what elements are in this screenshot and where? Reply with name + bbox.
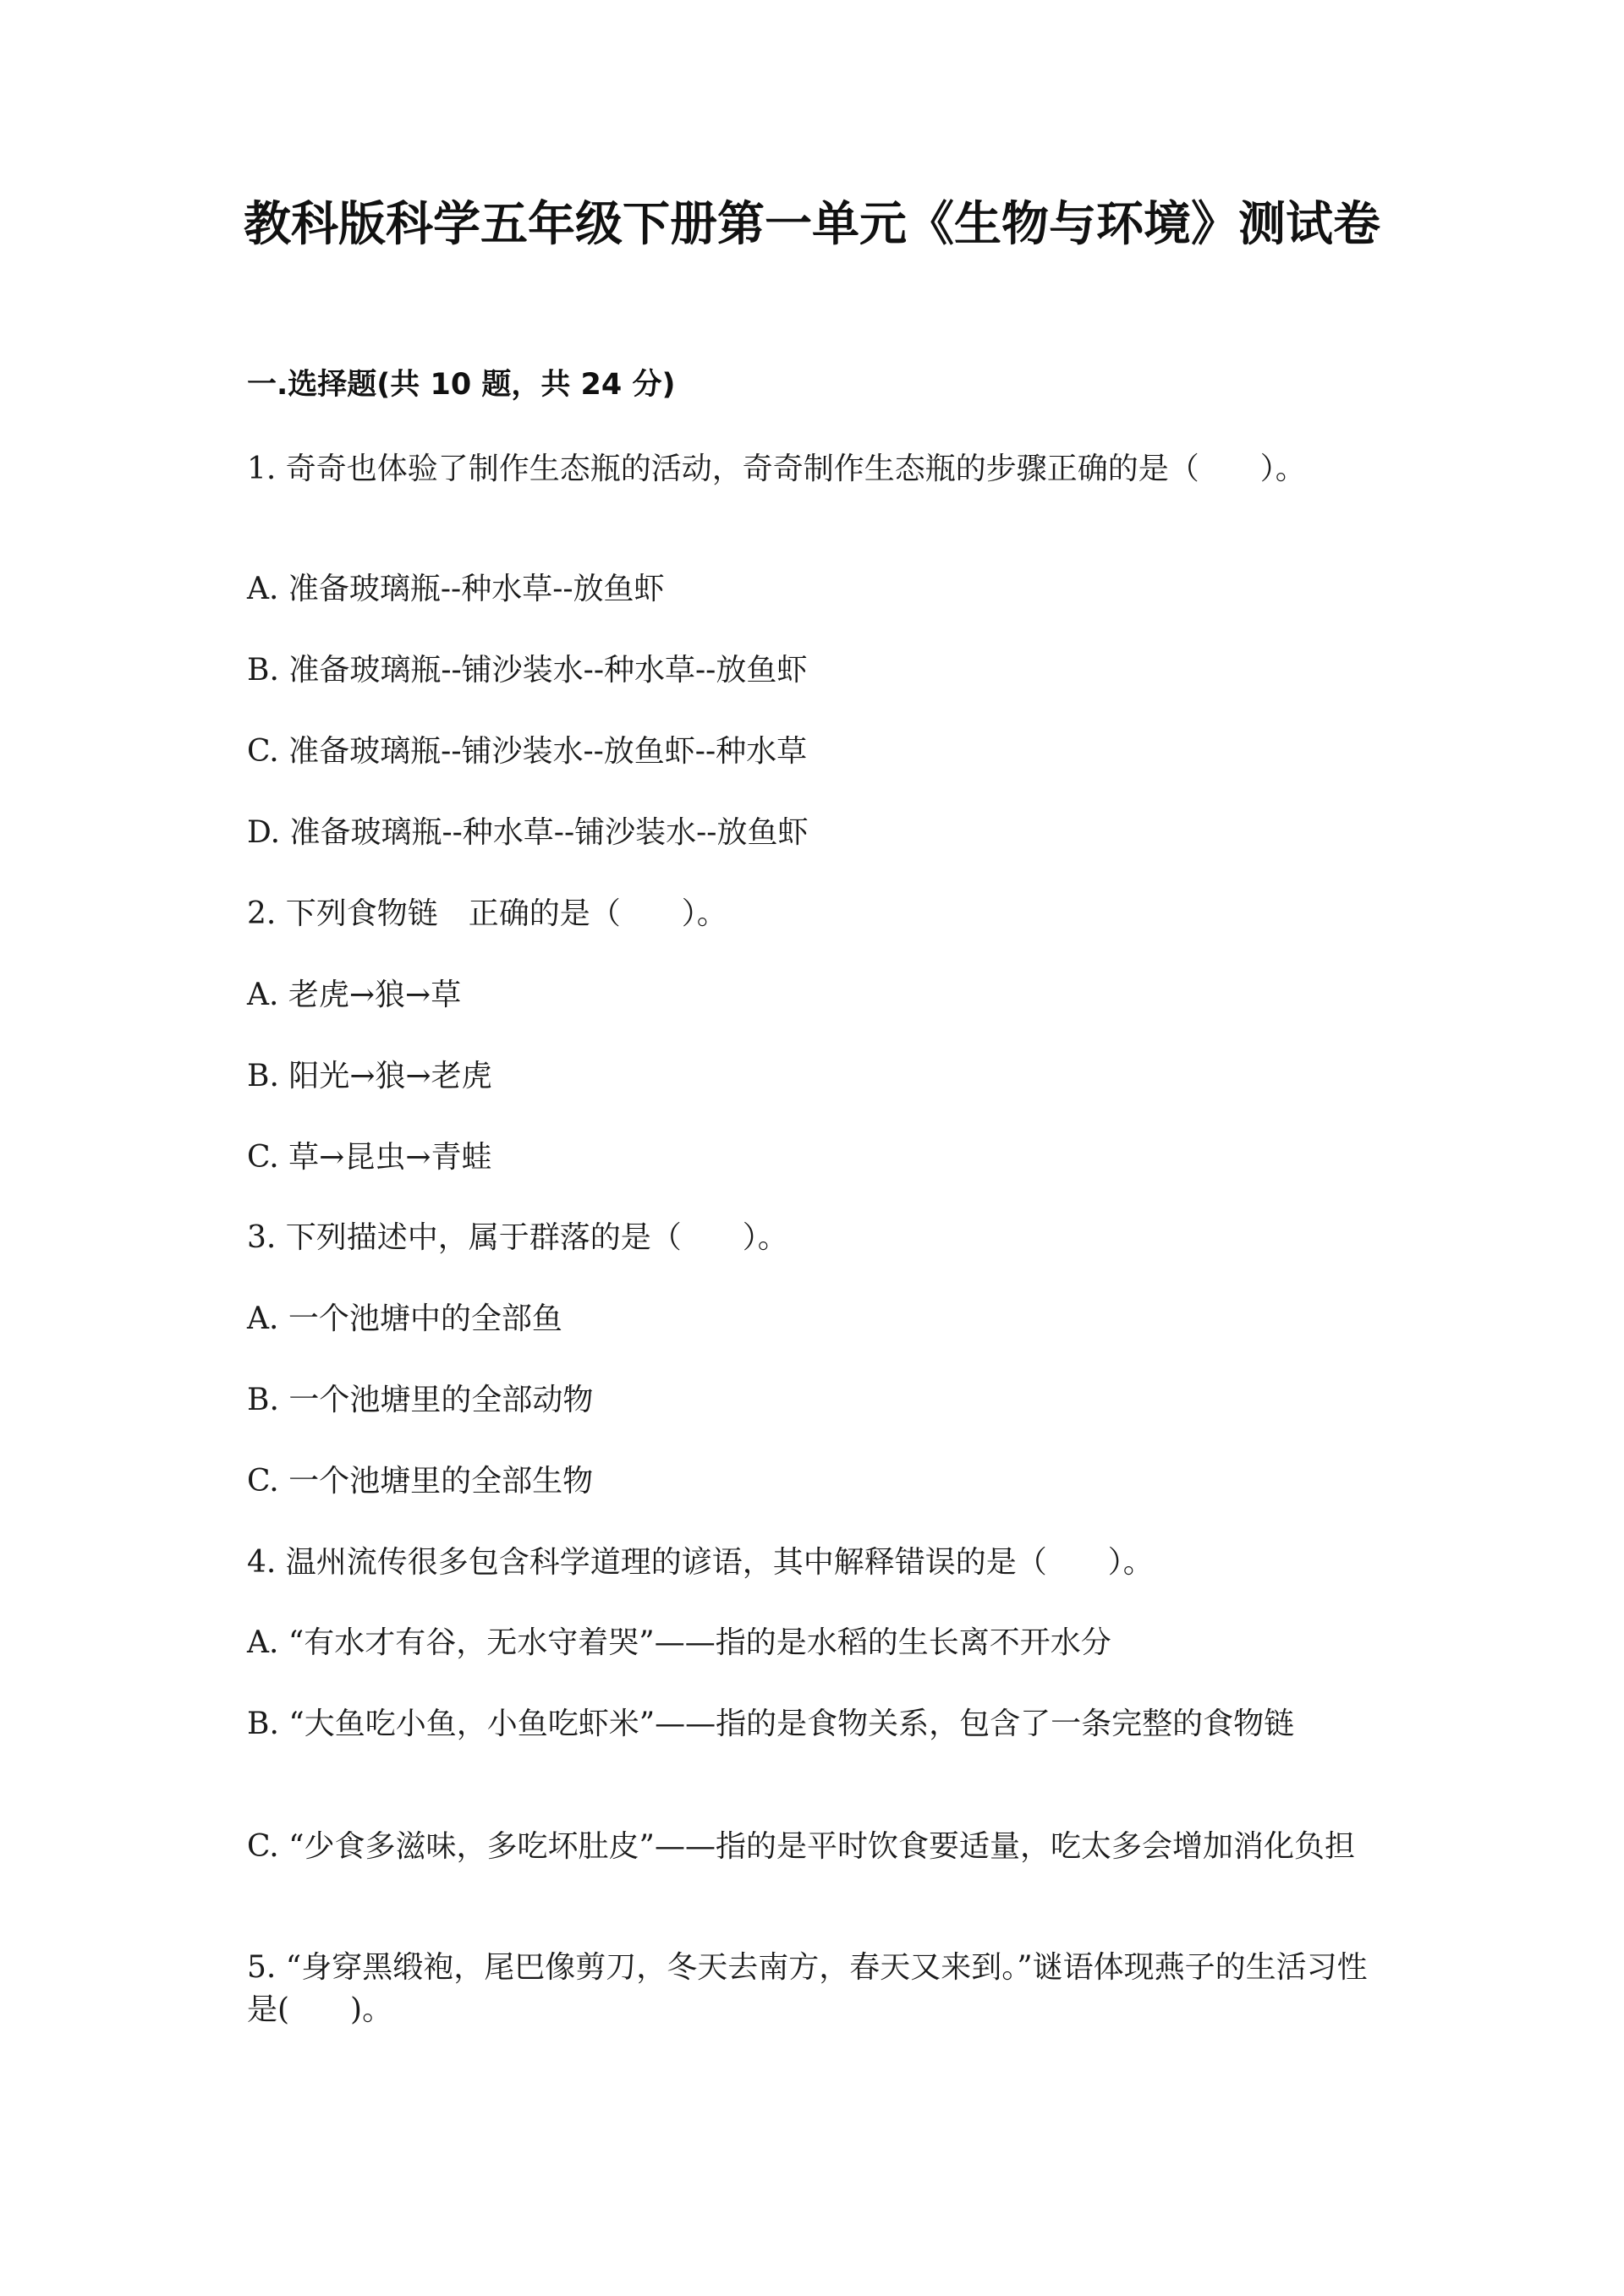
question-3-option-a: A. 一个池塘中的全部鱼 [247, 1301, 562, 1336]
question-4-option-a: A. “有水才有谷，无水守着哭”——指的是水稻的生长离不开水分 [247, 1625, 1111, 1660]
question-1-option-b: B. 准备玻璃瓶--铺沙装水--种水草--放鱼虾 [247, 653, 808, 688]
page-title: 教科版科学五年级下册第一单元《生物与环境》测试卷 [244, 197, 1380, 252]
question-3-stem: 3. 下列描述中，属于群落的是（ ）。 [247, 1220, 788, 1255]
question-3-option-c: C. 一个池塘里的全部生物 [247, 1464, 594, 1499]
question-1-option-c: C. 准备玻璃瓶--铺沙装水--放鱼虾--种水草 [247, 734, 808, 769]
section-header: 一.选择题(共 10 题，共 24 分) [247, 368, 676, 402]
question-1-option-d: D. 准备玻璃瓶--种水草--铺沙装水--放鱼虾 [247, 815, 809, 850]
question-4-stem: 4. 温州流传很多包含科学道理的谚语，其中解释错误的是（ ）。 [247, 1545, 1154, 1580]
question-2-option-a: A. 老虎→狼→草 [247, 978, 462, 1012]
question-2-option-c: C. 草→昆虫→青蛙 [247, 1140, 492, 1175]
question-1-option-a: A. 准备玻璃瓶--种水草--放鱼虾 [247, 572, 665, 606]
question-2-option-b: B. 阳光→狼→老虎 [247, 1059, 492, 1093]
question-4-option-b: B. “大鱼吃小鱼，小鱼吃虾米”——指的是食物关系，包含了一条完整的食物链 [247, 1707, 1295, 1741]
question-3-option-b: B. 一个池塘里的全部动物 [247, 1383, 594, 1417]
question-5-stem: 5. “身穿黑缎袍，尾巴像剪刀，冬天去南方，春天又来到。”谜语体现燕子的生活习性是( )。 [247, 1950, 1368, 2027]
question-4-option-c: C. “少食多滋味，多吃坏肚皮”——指的是平时饮食要适量，吃太多会增加消化负担 [247, 1829, 1355, 1864]
question-1-stem: 1. 奇奇也体验了制作生态瓶的活动，奇奇制作生态瓶的步骤正确的是（ ）。 [247, 452, 1306, 486]
question-2-stem: 2. 下列食物链 正确的是（ ）。 [247, 896, 727, 931]
